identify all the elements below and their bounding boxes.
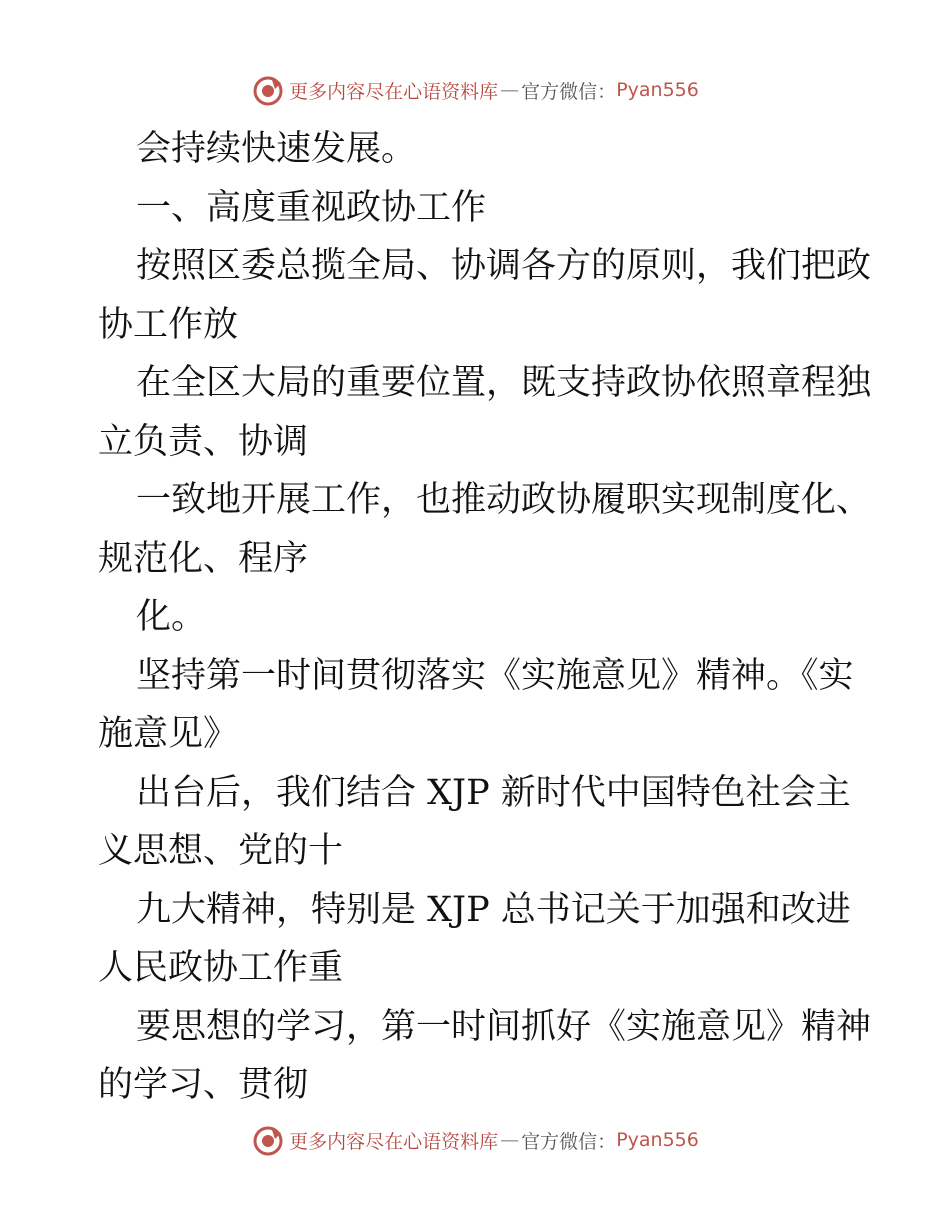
text-line: 人民政协工作重 bbox=[98, 948, 344, 988]
document-body bbox=[98, 120, 872, 1115]
text-line: 按照区委总揽全局、协调各方的原则，我们把政 bbox=[136, 246, 872, 286]
text-line: 在全区大局的重要位置，既支持政协依照章程独 bbox=[136, 363, 872, 403]
brand-logo-icon bbox=[251, 73, 285, 107]
text-line: 规范化、程序 bbox=[98, 538, 309, 579]
text-line: 义思想、党的十 bbox=[98, 831, 344, 871]
text-line: 要思想的学习，第一时间抓好《实施意见》精神 bbox=[136, 1006, 872, 1047]
watermark-text: 更多内容尽在心语资料库 bbox=[289, 1130, 499, 1153]
text-line: 的学习、贯彻 bbox=[98, 1065, 309, 1105]
page-header-watermark bbox=[0, 70, 950, 110]
watermark-dash: — bbox=[500, 79, 520, 101]
brand-logo-icon bbox=[251, 1123, 285, 1157]
text-line: 出台后，我们结合 XJP 新时代中国特色社会主 bbox=[136, 772, 851, 813]
watermark-wechat-id: Pyan556 bbox=[616, 1129, 699, 1151]
page-footer-watermark bbox=[0, 1120, 950, 1160]
text-line: 坚持第一时间贯彻落实《实施意见》精神。《实 bbox=[136, 655, 854, 696]
text-line: 立负责、协调 bbox=[98, 421, 309, 462]
text-line: 九大精神，特别是 XJP 总书记关于加强和改进 bbox=[136, 889, 851, 930]
watermark-wechat-id: Pyan556 bbox=[616, 79, 699, 101]
text-line: 会持续快速发展。 bbox=[136, 129, 417, 169]
watermark-dash: — bbox=[500, 1129, 520, 1151]
text-line: 一致地开展工作，也推动政协履职实现制度化、 bbox=[136, 480, 872, 520]
text-line: 施意见》 bbox=[98, 714, 239, 754]
watermark-official-label: 官方微信： bbox=[521, 80, 617, 103]
watermark-official-label: 官方微信： bbox=[521, 1130, 617, 1153]
text-line: 化。 bbox=[136, 597, 207, 637]
section-heading: 一、高度重视政协工作 bbox=[136, 187, 487, 228]
watermark-text: 更多内容尽在心语资料库 bbox=[289, 80, 499, 103]
text-line: 协工作放 bbox=[98, 304, 239, 345]
